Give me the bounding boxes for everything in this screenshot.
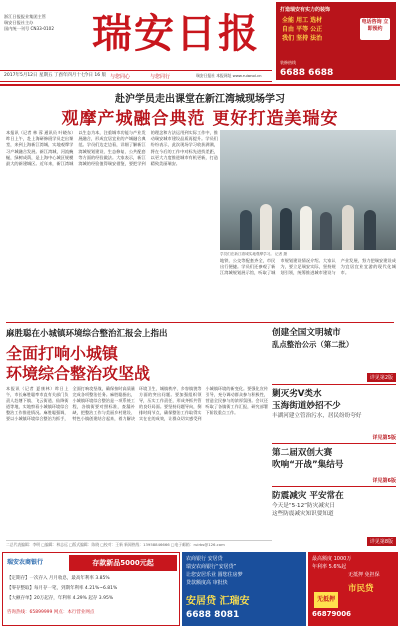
citizen-loan-ad[interactable] <box>308 552 398 626</box>
rail-item[interactable] <box>272 447 396 487</box>
photo-figure <box>364 210 376 250</box>
lead-photo[interactable] <box>220 130 396 250</box>
home-loan-ad[interactable] <box>182 552 306 626</box>
second-kicker: 麻胜聪在小城镇环境综合整治汇报会上指出 <box>6 329 168 339</box>
photo-figure <box>280 208 292 250</box>
photo-caption: 学员们在新江湾城实地观摩学习。 记者 摄 <box>220 252 287 256</box>
page-ref-badge[interactable]: 详见第2版 <box>367 373 396 382</box>
loan-ad-brand: 农商银行 安居贷 <box>186 556 223 562</box>
citizen-ad-badge: 无抵押 <box>314 592 338 608</box>
citizen-ad-line: 无抵押 免担保 <box>348 572 380 578</box>
rail-subtitle: 乱点整治公示（第二批） <box>272 340 354 349</box>
photo-figure <box>240 210 252 250</box>
bank-ad[interactable] <box>2 552 180 626</box>
bank-ad-row: 【零存整取】每月存一笔，到期年利率 4.21%~6.81% <box>7 586 118 591</box>
rail-extra: 这些防震减灾知识要知道 <box>272 511 334 517</box>
citizen-ad-line: 最高额度 1000万 <box>312 556 352 562</box>
edition-count: 今日 16 版 <box>84 73 107 78</box>
ad-grid-row: 我们 坚持 法治 <box>282 35 323 42</box>
ad-grid <box>282 16 362 43</box>
publisher-line: 国内统一刊号 CN33-0102 <box>4 26 55 31</box>
page-ref-link[interactable]: 详见第6版 <box>372 478 396 484</box>
loan-ad-line: 让您安居乐业 圆您住房梦 <box>186 572 243 578</box>
ad-heading: 打造瑞安有实力的装饰 <box>280 7 331 13</box>
publisher-info <box>4 14 84 32</box>
rail-item[interactable] <box>272 327 396 385</box>
second-headline-line1[interactable]: 全面打响小城镇 <box>6 344 119 363</box>
masthead-ad[interactable] <box>276 2 396 80</box>
rail-title: 防震减灾 平安常在 <box>272 491 344 501</box>
edition-tag: 与您同心 <box>110 74 131 80</box>
photo-figure <box>260 204 272 250</box>
rail-subtitle: 吹响“开战”集结号 <box>272 460 344 470</box>
bank-ad-row: 【大额存单】20万起存，年利率 4.29% 起存 3.95% <box>7 596 114 601</box>
bank-promo: 存款新品5000元起 <box>69 555 177 571</box>
citizen-ad-title: 市民贷 <box>348 584 374 594</box>
edition-tag: 与您同行 <box>150 74 171 80</box>
ad-grid-row: 全能 用工 选材 <box>282 17 323 24</box>
lead-kicker: 赴沪学员走出课堂在新江湾城现场学习 <box>115 94 285 105</box>
rail-item[interactable] <box>272 490 396 548</box>
photo-figure <box>300 206 312 250</box>
bank-ad-row: 【定期存】一次存入 月月收息，最高年利率 3.85% <box>7 576 110 581</box>
photo-figure <box>342 205 354 250</box>
editor-credits: 二总代表编辑：李明 □编辑：林志远 □版式编辑：陈晓 □校对：王新 新闻热线：13958846666 □电子邮箱：ruirbs@126.com <box>6 540 272 548</box>
photo-figure <box>320 212 332 250</box>
ad-tel-label: 装修热线 <box>280 60 296 65</box>
date-bar <box>0 70 272 82</box>
ad-cta-button[interactable]: 电话咨询 立即预约 <box>360 18 390 40</box>
bank-logo: 瑞安农商银行 <box>7 559 44 566</box>
loan-ad-slogan: 安居贷 汇瑞安 <box>186 596 250 607</box>
rail-item[interactable] <box>272 388 396 444</box>
loan-ad-phone: 6688 8081 <box>186 610 240 620</box>
page-ref-link[interactable]: 详见第5版 <box>372 435 396 441</box>
citizen-ad-phone: 66879006 <box>312 610 351 618</box>
website-info: 瑞安日报社 本报网址 www.ruianol.cn <box>196 73 262 78</box>
lead-headline[interactable]: 观摩产城融合典范 更好打造美瑞安 <box>61 109 339 129</box>
loan-ad-line: 瑞安农商银行“安居贷” <box>186 564 237 570</box>
rail-title: 第二届双创大赛 <box>272 448 333 458</box>
rail-subtitle: 玉海街道妙招不少 <box>272 401 341 411</box>
ad-grid-row: 自由 平等 公正 <box>282 26 323 33</box>
loan-ad-line: 贷款额度高 审批快 <box>186 580 228 586</box>
citizen-ad-line: 年利率 5.6%起 <box>312 564 347 570</box>
second-headline-line2[interactable]: 环境综合整治攻坚战 <box>6 364 151 383</box>
rail-extra: 丰湖河建立管治污水，居民纷纷夸好 <box>272 413 362 419</box>
lead-body-text: 本报讯（记者 林 蓉 通讯员 叶晓东）昨日上午，赴上海研修班学员走出课堂，来到上海新江湾城，实地观摩学习产城融合发展。新江湾城，河流蜿蜒，绿树成荫，是上海中心城区规模最大的新建城区。近年来，新江湾城以生态为本，注重城市功能与产业发展融合，形成宜居宜业的产城融合典范。学员们边走边看，详细了解新江湾城规划建设、生态修复、公共配套等方面的经验做法。大家表示，新江湾城的经验值得瑞安借鉴，要把学到的理念和方法运用到实际工作中，推动瑞安城市建设品质再提升。学员们纷纷表示，此次现场学习收获满满，将在今后的工作中对标先进找差距，以更大力度推进城市有机更新，打造精致美丽瑞安。 <box>6 130 218 167</box>
lead-body-text-continued: 地铁、公交等配套齐全，市民出行便捷。学员们还参观了新江湾城规划展示馆，听取了城市规划建设情况介绍。大家认为，要立足瑞安实际，坚持规划引领，统筹推进城市建设与产业发展，努力把瑞安建设成为宜居宜业宜游的现代化城市。 <box>220 258 396 276</box>
ad-phone: 6688 6688 <box>280 68 334 78</box>
rail-title: 剿灭劣V类水 <box>272 389 322 399</box>
newspaper-title: 瑞安日报 <box>92 10 260 57</box>
section-divider <box>6 322 394 323</box>
masthead <box>0 0 400 86</box>
publisher-line: 瑞安日报社主办 <box>4 20 34 25</box>
second-body-text: 本报讯（记者 夏康林）昨日上午，市长麻胜聪率市直有关部门负责人赴塘下镇、飞云街道、仙降街道等地，实地察看小城镇环境综合整治工作推进情况。麻胜聪强调，要以小城镇环境综合整治为抓手，全面打响攻坚战，确保按时高质量完成各项整治任务。麻胜聪指出，小城镇环境综合整治是一项系统工程，各镇街要对照标准，查漏补缺，把整治工作与美丽乡村建设、特色小镇创建结合起来，着力解决环境卫生、城镇秩序、乡容镇貌等方面的突出问题。要加强组织领导，压实工作责任，形成齐抓共管的良好局面。要坚持问题导向，倒排时间节点，确保整治工作取得实实在在的成效，让群众切实感受到小城镇环境的新变化。要强化宣传引导，充分调动群众参与积极性，营造全民参与的浓厚氛围。会议还听取了各镇街工作汇报，研究部署下阶段重点工作。 <box>6 386 268 422</box>
bank-ad-contact: 咨询热线：65899999 网点：本行营业网点 <box>7 610 95 615</box>
rail-title: 创建全国文明城市 <box>272 328 341 338</box>
header-divider <box>0 84 400 86</box>
issue-date: 2017年5月12日 星期五 丁酉年四月十七 <box>4 73 86 78</box>
publisher-line: 浙江日报报业集团主管 <box>4 14 46 19</box>
rail-subtitle: 今天是“5·12”防灾减灾日 <box>272 503 336 509</box>
page-ref-badge[interactable]: 详见第8版 <box>367 537 396 546</box>
